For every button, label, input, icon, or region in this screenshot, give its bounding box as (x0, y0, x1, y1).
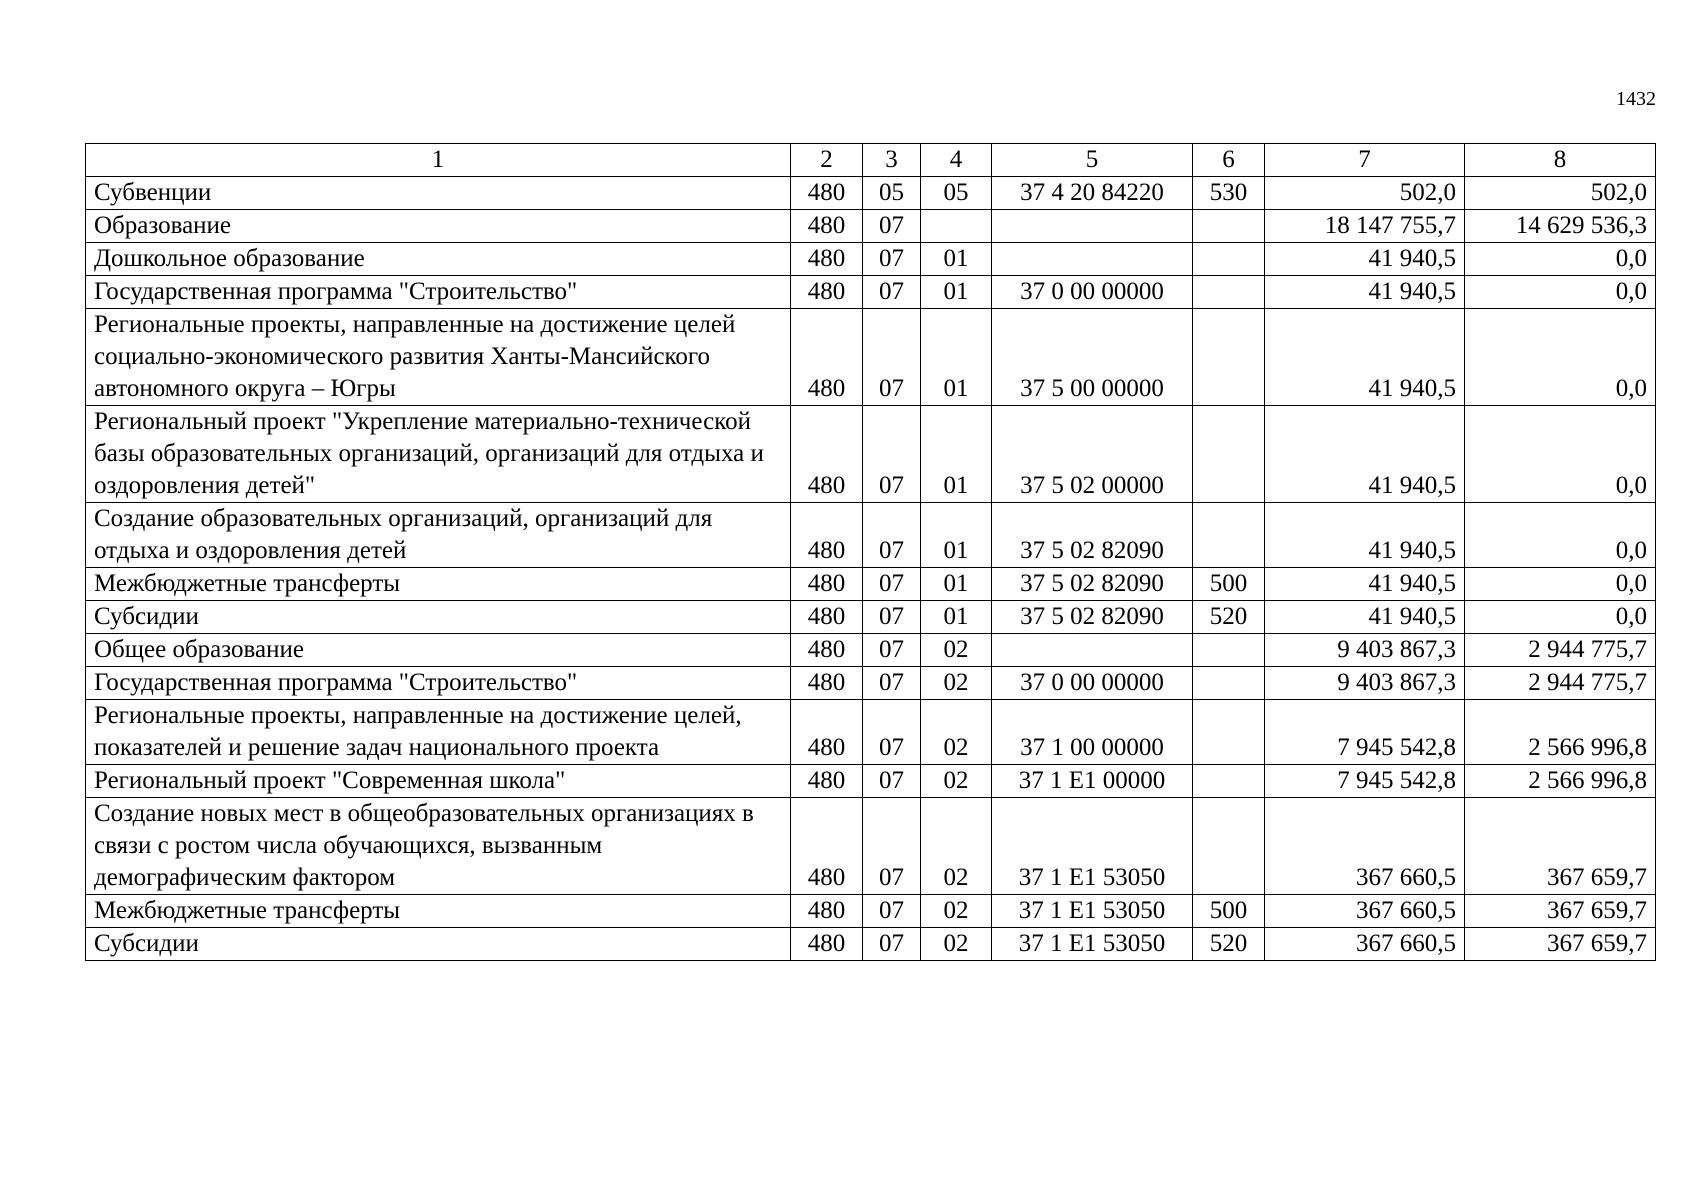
row-name-cell: Субвенции (86, 177, 791, 210)
code-cell: 480 (791, 406, 863, 503)
subsection-cell: 01 (921, 309, 992, 406)
section-cell: 07 (863, 601, 921, 634)
table-row (86, 895, 1656, 928)
code-cell: 480 (791, 568, 863, 601)
row-name-cell: Региональные проекты, направленные на достижение целей социально-экономического развития Ханты-Мансийского автономного округа – Югры (86, 309, 791, 406)
target-article-cell: 37 5 02 82090 (992, 568, 1193, 601)
code-cell: 480 (791, 700, 863, 765)
subsection-cell: 01 (921, 243, 992, 276)
table-row (86, 243, 1656, 276)
row-name-cell: Региональные проекты, направленные на достижение целей, показателей и решение задач национального проекта (86, 700, 791, 765)
target-article-cell (992, 634, 1193, 667)
table-row (86, 406, 1656, 503)
table-row (86, 503, 1656, 568)
table-row (86, 634, 1656, 667)
code-cell: 480 (791, 309, 863, 406)
subsection-cell: 02 (921, 667, 992, 700)
amount-cell-7: 367 660,5 (1265, 928, 1465, 961)
amount-cell-7: 9 403 867,3 (1265, 667, 1465, 700)
target-article-cell: 37 5 02 82090 (992, 503, 1193, 568)
subsection-cell: 02 (921, 634, 992, 667)
section-cell: 07 (863, 765, 921, 798)
column-header: 2 (791, 144, 863, 177)
target-article-cell: 37 1 E1 53050 (992, 895, 1193, 928)
table-row (86, 309, 1656, 406)
row-name-cell: Дошкольное образование (86, 243, 791, 276)
subsection-cell: 01 (921, 276, 992, 309)
target-article-cell: 37 1 E1 53050 (992, 928, 1193, 961)
amount-cell-8: 0,0 (1465, 243, 1656, 276)
target-article-cell: 37 0 00 00000 (992, 667, 1193, 700)
target-article-cell (992, 243, 1193, 276)
expense-type-cell (1193, 765, 1265, 798)
subsection-cell: 01 (921, 406, 992, 503)
section-cell: 07 (863, 243, 921, 276)
row-name-cell: Субсидии (86, 928, 791, 961)
subsection-cell: 02 (921, 895, 992, 928)
target-article-cell: 37 1 E1 00000 (992, 765, 1193, 798)
subsection-cell (921, 210, 992, 243)
column-header: 1 (86, 144, 791, 177)
subsection-cell: 01 (921, 601, 992, 634)
amount-cell-8: 2 944 775,7 (1465, 634, 1656, 667)
row-name-cell: Субсидии (86, 601, 791, 634)
row-name-cell: Общее образование (86, 634, 791, 667)
column-header: 6 (1193, 144, 1265, 177)
code-cell: 480 (791, 798, 863, 895)
table-body (86, 144, 1656, 961)
amount-cell-8: 0,0 (1465, 309, 1656, 406)
amount-cell-7: 367 660,5 (1265, 895, 1465, 928)
target-article-cell: 37 4 20 84220 (992, 177, 1193, 210)
table-row (86, 210, 1656, 243)
table-header-row (86, 144, 1656, 177)
row-name-cell: Государственная программа "Строительство" (86, 667, 791, 700)
amount-cell-8: 2 566 996,8 (1465, 700, 1656, 765)
subsection-cell: 02 (921, 798, 992, 895)
section-cell: 07 (863, 503, 921, 568)
column-header: 3 (863, 144, 921, 177)
subsection-cell: 02 (921, 765, 992, 798)
code-cell: 480 (791, 210, 863, 243)
table-row (86, 798, 1656, 895)
row-name-cell: Региональный проект "Укрепление материально-технической базы образовательных организаций, организаций для отдыха и оздоровления детей" (86, 406, 791, 503)
target-article-cell: 37 1 E1 53050 (992, 798, 1193, 895)
expense-type-cell (1193, 667, 1265, 700)
section-cell: 07 (863, 895, 921, 928)
column-header: 5 (992, 144, 1193, 177)
target-article-cell (992, 210, 1193, 243)
table-row (86, 568, 1656, 601)
amount-cell-8: 0,0 (1465, 601, 1656, 634)
section-cell: 07 (863, 928, 921, 961)
expense-type-cell (1193, 406, 1265, 503)
subsection-cell: 02 (921, 928, 992, 961)
subsection-cell: 01 (921, 503, 992, 568)
section-cell: 07 (863, 634, 921, 667)
row-name-cell: Создание образовательных организаций, организаций для отдыха и оздоровления детей (86, 503, 791, 568)
expense-type-cell (1193, 634, 1265, 667)
target-article-cell: 37 5 02 00000 (992, 406, 1193, 503)
amount-cell-7: 18 147 755,7 (1265, 210, 1465, 243)
code-cell: 480 (791, 765, 863, 798)
section-cell: 05 (863, 177, 921, 210)
amount-cell-7: 41 940,5 (1265, 568, 1465, 601)
expense-type-cell (1193, 700, 1265, 765)
target-article-cell: 37 5 02 82090 (992, 601, 1193, 634)
expense-type-cell (1193, 309, 1265, 406)
amount-cell-7: 7 945 542,8 (1265, 765, 1465, 798)
amount-cell-7: 41 940,5 (1265, 503, 1465, 568)
subsection-cell: 02 (921, 700, 992, 765)
row-name-cell: Образование (86, 210, 791, 243)
column-header: 7 (1265, 144, 1465, 177)
section-cell: 07 (863, 700, 921, 765)
amount-cell-7: 41 940,5 (1265, 243, 1465, 276)
amount-cell-8: 2 566 996,8 (1465, 765, 1656, 798)
section-cell: 07 (863, 210, 921, 243)
expense-type-cell (1193, 210, 1265, 243)
row-name-cell: Создание новых мест в общеобразовательных организациях в связи с ростом числа обучающихся, вызванным демографическим фактором (86, 798, 791, 895)
amount-cell-8: 367 659,7 (1465, 928, 1656, 961)
amount-cell-8: 0,0 (1465, 568, 1656, 601)
subsection-cell: 05 (921, 177, 992, 210)
code-cell: 480 (791, 243, 863, 276)
code-cell: 480 (791, 276, 863, 309)
amount-cell-8: 367 659,7 (1465, 798, 1656, 895)
row-name-cell: Межбюджетные трансферты (86, 895, 791, 928)
amount-cell-7: 502,0 (1265, 177, 1465, 210)
table-row (86, 928, 1656, 961)
column-header: 4 (921, 144, 992, 177)
subsection-cell: 01 (921, 568, 992, 601)
row-name-cell: Региональный проект "Современная школа" (86, 765, 791, 798)
target-article-cell: 37 1 00 00000 (992, 700, 1193, 765)
expense-type-cell: 530 (1193, 177, 1265, 210)
section-cell: 07 (863, 798, 921, 895)
amount-cell-7: 41 940,5 (1265, 601, 1465, 634)
code-cell: 480 (791, 667, 863, 700)
section-cell: 07 (863, 309, 921, 406)
table-row (86, 177, 1656, 210)
table-row (86, 601, 1656, 634)
expense-type-cell (1193, 243, 1265, 276)
section-cell: 07 (863, 406, 921, 503)
amount-cell-7: 367 660,5 (1265, 798, 1465, 895)
amount-cell-7: 9 403 867,3 (1265, 634, 1465, 667)
section-cell: 07 (863, 568, 921, 601)
target-article-cell: 37 0 00 00000 (992, 276, 1193, 309)
code-cell: 480 (791, 503, 863, 568)
table-row (86, 276, 1656, 309)
expense-type-cell: 500 (1193, 895, 1265, 928)
expense-type-cell (1193, 276, 1265, 309)
amount-cell-8: 2 944 775,7 (1465, 667, 1656, 700)
budget-table (85, 143, 1656, 961)
section-cell: 07 (863, 667, 921, 700)
amount-cell-7: 41 940,5 (1265, 309, 1465, 406)
amount-cell-8: 0,0 (1465, 503, 1656, 568)
expense-type-cell: 520 (1193, 928, 1265, 961)
code-cell: 480 (791, 601, 863, 634)
table-row (86, 667, 1656, 700)
code-cell: 480 (791, 895, 863, 928)
amount-cell-8: 0,0 (1465, 406, 1656, 503)
amount-cell-7: 7 945 542,8 (1265, 700, 1465, 765)
page-number: 1432 (1616, 88, 1656, 110)
row-name-cell: Государственная программа "Строительство" (86, 276, 791, 309)
table-row (86, 765, 1656, 798)
table-row (86, 700, 1656, 765)
expense-type-cell (1193, 798, 1265, 895)
target-article-cell: 37 5 00 00000 (992, 309, 1193, 406)
amount-cell-8: 367 659,7 (1465, 895, 1656, 928)
amount-cell-7: 41 940,5 (1265, 276, 1465, 309)
row-name-cell: Межбюджетные трансферты (86, 568, 791, 601)
amount-cell-8: 0,0 (1465, 276, 1656, 309)
section-cell: 07 (863, 276, 921, 309)
code-cell: 480 (791, 928, 863, 961)
column-header: 8 (1465, 144, 1656, 177)
code-cell: 480 (791, 634, 863, 667)
expense-type-cell (1193, 503, 1265, 568)
code-cell: 480 (791, 177, 863, 210)
amount-cell-8: 502,0 (1465, 177, 1656, 210)
amount-cell-8: 14 629 536,3 (1465, 210, 1656, 243)
expense-type-cell: 520 (1193, 601, 1265, 634)
expense-type-cell: 500 (1193, 568, 1265, 601)
amount-cell-7: 41 940,5 (1265, 406, 1465, 503)
